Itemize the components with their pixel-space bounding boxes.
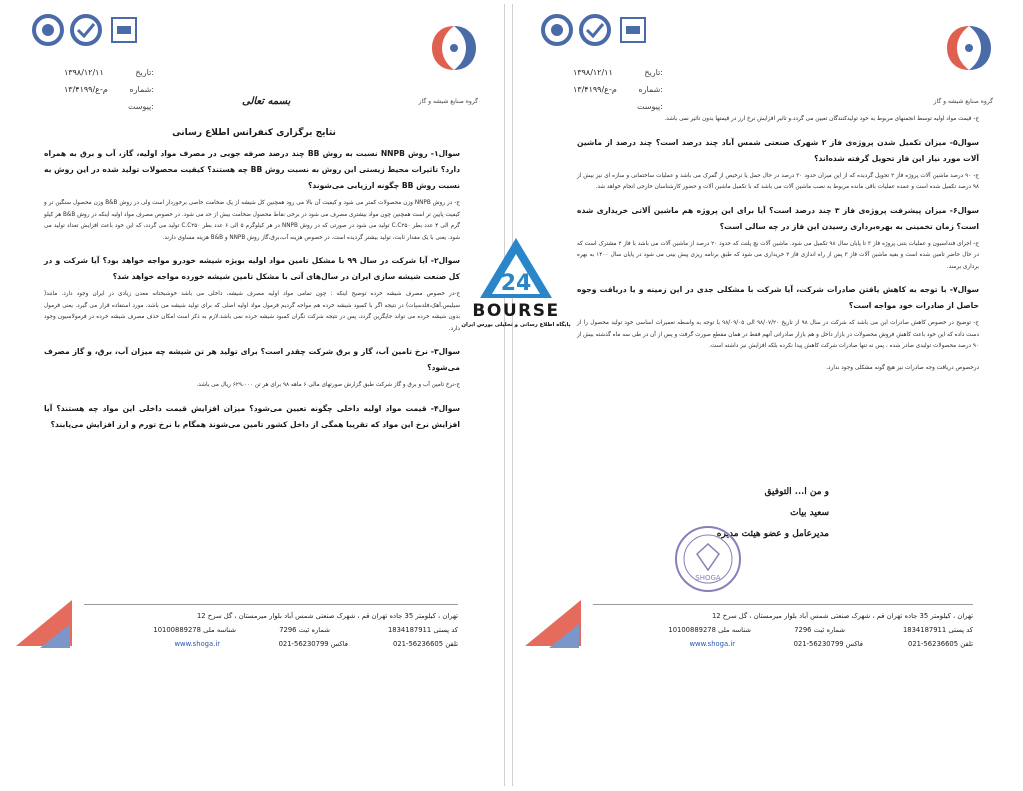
question-1: سوال۱- روش NNPB نسبت به روش BB چند درصد صرفه جویی در مصرف مواد اولیه، گاز، آب و برق به همراه دارد؟ تاثیرات محیط زیستی این روش به نسبت روش BB چه هستند؟ کیفیت محصولات تولید شده در این روش به نسبت روش BB چگونه ارزیابی می‌شوند؟ [44,149,460,190]
question-6: سوال۶- میزان پیشرفت پروژه‌ی فاز ۳ چند درصد است؟ آیا برای این پروژه هم ماشین آلاتی خریداری شده است؟ زمان تخمینی به بهره‌برداری رسیدن این فاز در چه سالی است؟ [577,205,979,231]
answer-3: ج-نرخ تامین آب و برق و گاز شرکت طبق گزارش صورتهای مالی ۶ ماهه ۹۸ برای هر تن ۶۲۹،۰۰۰ ریال می باشد. [196,382,460,388]
quality-badge-icon [579,14,611,46]
bourse-watermark [458,236,574,346]
footer-fax: فاکس 56230799-021 [793,640,863,648]
footer [134,612,458,656]
iso-badge-icon [32,14,64,46]
bourse-logo-text: BOURSE [472,301,560,321]
footer-blue-triangle [549,624,579,648]
number-label: شماره: [638,85,663,94]
bourse-caption: پایگاه اطلاع رسانی و تحلیلی بورس ایران [461,322,571,328]
question-5: سوال۵- میزان تکمیل شدن پروژه‌ی فاز ۲ شهرک صنعتی شمس آباد چند درصد است؟ چند درصد از ماشین آلات مورد نیاز این فاز تحویل گرفته شده‌اند؟ [577,137,979,163]
document-meta [64,64,154,115]
footer-reg: شماره ثبت 7296 [279,626,330,634]
signature-title: مدیرعامل و عضو هیئت مدیره [716,529,829,539]
left-page [4,4,505,786]
right-body [577,114,979,383]
answer-4: ج- قیمت مواد اولیه توسط انجمنهای مربوط به خود تولیدکنندگان تعیین می گردد.و تاثیر افزایش نرخ ارز در قیمتها بدون تاثیر نمی باشد. [664,116,979,122]
number-label: شماره: [129,85,154,94]
footer-postal: کد پستی 1834187911 [387,626,458,634]
question-4: سوال۴- قیمت مواد اولیه داخلی چگونه تعیین می‌شود؟ میزان افزایش قیمت داخلی این مواد چه هستند؟ آیا افزایش نرخ این مواد که تقریبا همگی از داخل کشور تامین می‌شوند همگام با نرخ تورم و ارز افزایش می‌یابند؟ [44,403,460,429]
company-logo-icon [945,24,993,72]
question-7: سوال۷- با توجه به کاهش یافتن صادرات شرکت، آیا شرکت با مشکلی جدی در این زمینه و یا دریافت وجوه حاصل از صادرات خود مواجه است؟ [577,285,979,310]
iso-badge-icon [541,14,573,46]
document-meta [573,64,663,115]
standard-badge-icon [108,14,140,46]
footer-fax: فاکس 56230799-021 [278,640,348,648]
footer-national: شناسه ملی 10100889278 [668,626,751,634]
left-body [44,146,460,437]
date-value: ۱۳۹۸/۱۲/۱۱ [64,68,104,77]
footer-address: تهران ، کیلومتر 35 جاده تهران قم ، شهرک صنعتی شمس آباد بلوار میرمستان ، گل سرخ 12 [196,612,458,620]
footer [643,612,973,656]
answer-7: ج- توضیح در خصوص کاهش صادرات این می باشد که شرکت در سال ۹۸ از تاریخ ۹۸/۰۷/۲۰ الی ۹۸/۰۹/۰۵ با توجه به واسطه تعمیرات اساسی خود تولید محصول را از دست داده که این خود باعث کاهش فروش محصولات در بازار داخل و هم بازار صادراتی آنهم فقط در همان مقطع صورت گرفت و پس از آن در طی سه ماه گذشته بیش از ۹۰ درصد محصولات تولیدی صادر شده ، پس نه تنها صادرات شرکت کاهش پیدا نکرده بلکه افزایش نیز داشته است. [577,320,979,349]
date-label: تاریخ: [644,68,663,77]
footer-postal: کد پستی 1834187911 [902,626,973,634]
footer-national: شناسه ملی 10100889278 [153,626,236,634]
signature-line-1: و من ا... التوفیق [764,487,829,497]
answer-5: ج- ۹۰ درصد ماشین آلات پروژه فاز ۲ تحویل گردیده که از این میزان حدود ۳۰ درصد در حال حمل یا ترخیص از گمرک می باشد و عملیات ساختمانی و سازه ای نیز بیش از ۹۸ درصد تکمیل شده است و عمده عملیات باقی مانده مربوط به نصب ماشین آلات می باشد که با تکمیل ماشین آلات و حضور کارشناسان خارجی انجام خواهد شد. [577,172,979,190]
footer-phone: تلفن 56236605-021 [393,640,458,648]
footer-reg: شماره ثبت 7296 [794,626,845,634]
bourse-logo-icon [458,236,574,322]
seal-text: SHOGA [695,574,721,582]
signature-name: سعید بیات [790,508,829,518]
attachment-label: پیوست: [636,102,663,111]
svg-text:24: 24 [500,271,532,296]
group-name: گروه صنایع شیشه و گاز [418,98,478,105]
footer-divider [593,604,973,605]
company-logo-icon [430,24,478,72]
group-name: گروه صنایع شیشه و گاز [933,98,993,105]
answer-6: ج- اجرای فنداسیون و عملیات بتنی پروژه فاز ۳ تا پایان سال ۹۸ تکمیل می شود. ماشین آلات بچ پلنت که حدود ۲۰ درصد از ماشین آلات می باشد با فاز ۲ مشترک است که در حال حاضر تامین شده است و بقیه ماشین آلات فاز ۳ پس از راه اندازی فاز ۲ خریداری می شود که طبق برنامه ریزی پیش بینی می شود در پایان سال ۱۴۰۰ به بهره برداری برسد. [577,240,979,270]
attachment-label: پیوست: [127,102,154,111]
date-label: تاریخ: [135,68,154,77]
answer-1: ج- در روش NNPB وزن محصولات کمتر می شود و کیفیت آن بالا می رود همچنین کل شیشه از یک ضخامت خاصی برخوردار است ولی در روش B&B وزن محصول سنگین تر و کیفیت پایین تر است همچنین چون مواد بیشتری مصرف می شود در برخی نقاط محصول ضخامت بیش از حد می شود. در خصوص مصرف مواد اولیه اینکه در روش B&B هر کیلو گرم الی ۴ عدد بطر C.C۲۵۰ تولید می شود در صورتی که در روش NNPB در هر کیلوگرم ۵ الی ۶ عدد بطر C.C۲۵۰ تولید می گردد، که این خود باعث افزایش تعداد تولید می شود. یعنی با یک مقدار ثابت، تولید بیشتر گردیده است. در خصوص هزینه آب،برق،گاز روش NNPB و B&B هزینه مساوی دارند. [44,200,460,241]
document-title: نتایج برگزاری کنفرانس اطلاع رسانی [172,128,336,138]
certification-badges [541,14,651,54]
date-value: ۱۳۹۸/۱۲/۱۱ [573,68,613,77]
question-2: سوال۲- آیا شرکت در سال ۹۹ با مشکل تامین مواد اولیه بویژه شیشه خودرو مواجه خواهد بود؟ آیا شرکت و در کل صنعت شیشه سازی ایران در سال‌های آتی با مشکل تامین شیشه خورده مواجه خواهد شد؟ [44,256,460,281]
footer-address: تهران ، کیلومتر 35 جاده تهران قم ، شهرک صنعتی شمس آباد بلوار میرمستان ، گل سرخ 12 [711,612,973,620]
right-page [512,4,1019,786]
footer-divider [84,604,458,605]
footer-website[interactable]: www.shoga.ir [174,640,220,648]
footer-blue-triangle [40,624,70,648]
quality-badge-icon [70,14,102,46]
certification-badges [32,14,142,54]
footer-website[interactable]: www.shoga.ir [689,640,735,648]
closing-note: درخصوص دریافت وجه صادرات نیز هیچ گونه مشکلی وجود ندارد. [826,364,979,371]
question-3: سوال۳- نرخ تامین آب، گاز و برق شرکت چقدر است؟ برای تولید هر تن شیشه چه میزان آب، برق، و گاز مصرف می‌شود؟ [44,347,460,372]
besmellah: بسمه تعالی [242,96,291,107]
standard-badge-icon [617,14,649,46]
footer-phone: تلفن 56236605-021 [908,640,973,648]
company-seal-icon [673,524,743,594]
answer-2: ج-در خصوص مصرف شیشه خرده توضیح اینکه : چون تمامی مواد اولیه مصرف شیشه، داخلی می باشد خوشبختانه معدن زیادی در ایران وجود دارد. مانند( سیلیس،آهک،فلدسپات) در نتیجه اگر با کمبود شیشه خرده هم مواجه گردیم فرمول مواد اولیه اصلی که برای تولید شیشه می باشد، مورد استفاده قرار می گیرد. یعنی فرمول بدون شیشه خرده می تواند جایگزین گردد، پس در نتیجه شرکت نگران کمبود شیشه خرده نمی باشد.لازم به ذکر است امکان حذف مصرف شیشه خرده در فرمولاسیون وجود دارد. [44,291,460,332]
number-value: م-ع/۱۳/۴۱۹۹ [64,85,108,94]
number-value: م-ع/۱۳/۴۱۹۹ [573,85,617,94]
